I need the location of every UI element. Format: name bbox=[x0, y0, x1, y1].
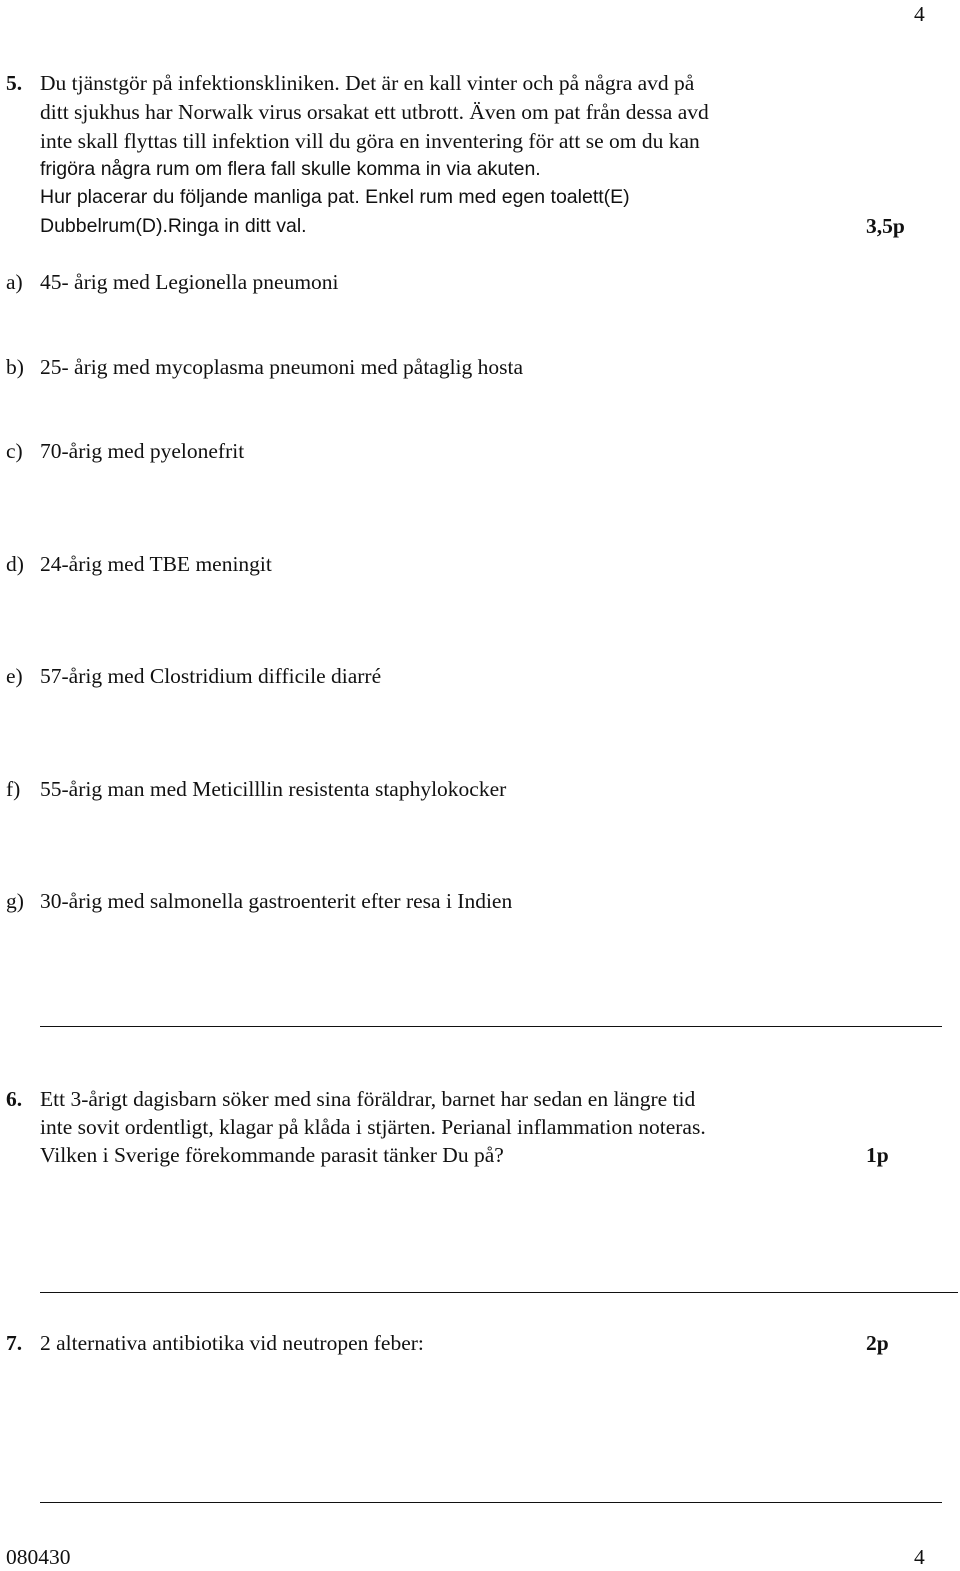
item-a-text: 45- årig med Legionella pneumoni bbox=[40, 270, 339, 294]
question-6-points: 1p bbox=[866, 1143, 889, 1167]
item-b-text: 25- årig med mycoplasma pneumoni med påtaglig hosta bbox=[40, 355, 524, 379]
divider-q5 bbox=[40, 1026, 942, 1027]
question-5-number: 5. bbox=[6, 71, 23, 95]
question-5-line-2: ditt sjukhus har Norwalk virus orsakat ett utbrott. Även om pat från dessa avd bbox=[40, 100, 709, 124]
item-c-text: 70-årig med pyelonefrit bbox=[40, 439, 245, 463]
item-d-text: 24-årig med TBE meningit bbox=[40, 552, 272, 576]
item-g-text: 30-årig med salmonella gastroenterit efter resa i Indien bbox=[40, 889, 513, 913]
question-6-number: 6. bbox=[6, 1087, 23, 1111]
item-a-label: a) bbox=[6, 270, 23, 294]
question-6-line-2: inte sovit ordentligt, klagar på klåda i stjärten. Perianal inflammation noteras. bbox=[40, 1115, 706, 1139]
item-e-text: 57-årig med Clostridium difficile diarré bbox=[40, 664, 382, 688]
question-5-line-4: frigöra några rum om flera fall skulle komma in via akuten. bbox=[40, 158, 541, 180]
question-7-text: 2 alternativa antibiotika vid neutropen feber: bbox=[40, 1331, 424, 1355]
divider-q6 bbox=[40, 1292, 958, 1293]
item-f-text: 55-årig man med Meticilllin resistenta staphylokocker bbox=[40, 777, 507, 801]
item-d-label: d) bbox=[6, 552, 24, 576]
item-c-label: c) bbox=[6, 439, 23, 463]
question-5-line-1: Du tjänstgör på infektionskliniken. Det är en kall vinter och på några avd på bbox=[40, 71, 695, 95]
item-f-label: f) bbox=[6, 777, 21, 801]
item-g-label: g) bbox=[6, 889, 24, 913]
footer-code: 080430 bbox=[6, 1545, 71, 1569]
question-5-points: 3,5p bbox=[866, 214, 905, 238]
question-6-line-3: Vilken i Sverige förekommande parasit tänker Du på? bbox=[40, 1143, 504, 1167]
question-5-line-3: inte skall flyttas till infektion vill du göra en inventering för att se om du kan bbox=[40, 129, 700, 153]
question-5-line-5: Hur placerar du följande manliga pat. Enkel rum med egen toalett(E) bbox=[40, 186, 630, 208]
item-b-label: b) bbox=[6, 355, 24, 379]
divider-q7 bbox=[40, 1502, 942, 1503]
question-7-number: 7. bbox=[6, 1331, 23, 1355]
question-6-line-1: Ett 3-årigt dagisbarn söker med sina föräldrar, barnet har sedan en längre tid bbox=[40, 1087, 696, 1111]
question-5-line-6: Dubbelrum(D).Ringa in ditt val. bbox=[40, 215, 307, 237]
question-7-points: 2p bbox=[866, 1331, 889, 1355]
item-e-label: e) bbox=[6, 664, 23, 688]
page-number-top: 4 bbox=[914, 2, 925, 26]
page-number-bottom: 4 bbox=[914, 1545, 925, 1569]
